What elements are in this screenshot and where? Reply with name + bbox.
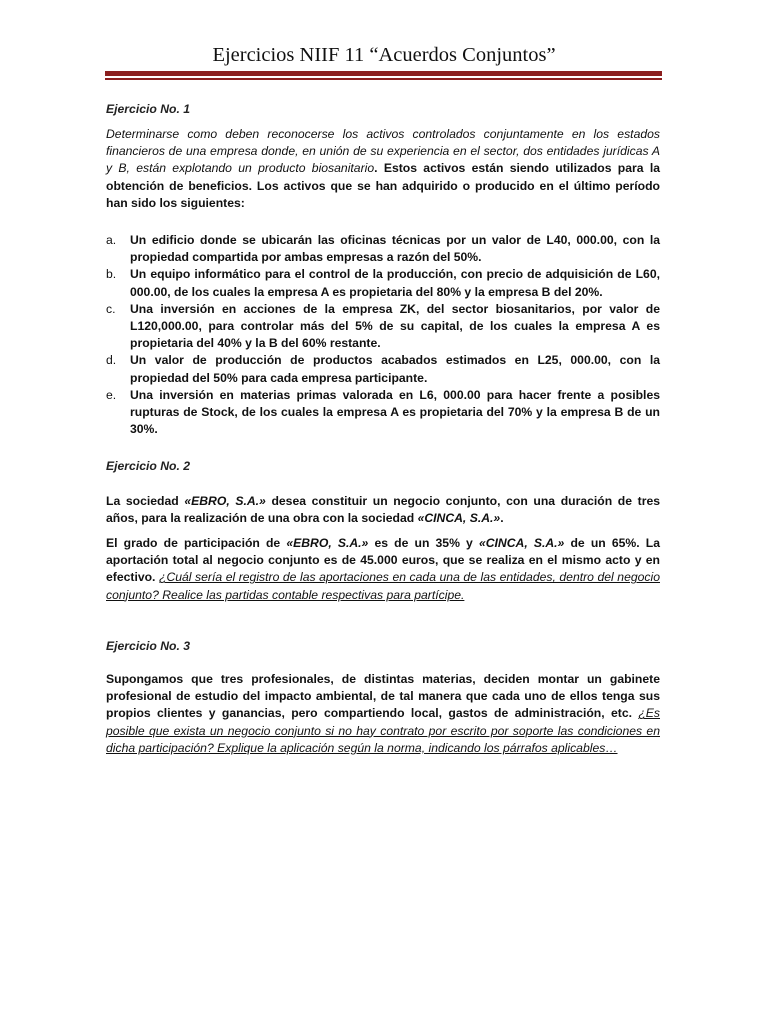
exercise-2-paragraph-1 xyxy=(106,493,660,527)
text-run: La sociedad xyxy=(106,494,185,508)
list-item-text: Un valor de producción de productos acabados estimados en L25, 000.00, con la propiedad del 50% para cada empresa participante. xyxy=(130,353,660,385)
list-item xyxy=(106,301,660,353)
company-name: «CINCA, S.A.» xyxy=(417,511,501,526)
list-item xyxy=(106,266,660,300)
list-item xyxy=(106,352,660,386)
text-run: El grado de participación de xyxy=(106,536,287,550)
exercise-1-asset-list xyxy=(106,232,660,438)
list-marker: d. xyxy=(106,353,117,368)
exercise-2-question: ¿Cuál sería el registro de las aportaciones en cada una de las entidades, dentro del negocio conjunto? Realice las partidas contable respectivas para partícipe. xyxy=(106,570,660,602)
exercise-1-intro-italic: Determinarse como deben reconocerse los activos controlados conjuntamente en los estados financieros de una empresa donde, en unión de su experiencia en el sector, dos entidades jurídicas A y B, están explotando un producto biosanitario xyxy=(106,127,660,176)
text-run: es de un 35% y xyxy=(368,536,479,550)
company-name: «EBRO, S.A.» xyxy=(286,536,369,550)
text-run: de un 65%. La aportación total al negocio conjunto es de 45.000 euros, que se realiza en el mismo acto y en efectivo. xyxy=(106,536,660,585)
list-marker: e. xyxy=(106,387,117,402)
list-marker: c. xyxy=(106,301,116,316)
list-marker: b. xyxy=(106,267,117,282)
exercise-2-heading: Ejercicio No. 2 xyxy=(106,459,190,473)
text-run: desea constituir un negocio conjunto, con una duración de tres años, para la realización de una obra con la sociedad xyxy=(106,494,661,526)
company-name: «CINCA, S.A.» xyxy=(478,536,565,550)
text-run: . xyxy=(500,511,504,526)
document-title: Ejercicios NIIF 11 “Acuerdos Conjuntos” xyxy=(212,44,556,66)
text-run: Supongamos que tres profesionales, de distintas materias, deciden montar un gabinete profesional de estudio del impacto ambiental, de tal manera que cada uno de ellos tenga sus propios clientes y ganancias, pero compartiendo local, gastos de administración, etc. xyxy=(106,672,660,721)
exercise-3-question: ¿Es posible que exista un negocio conjunto si no hay contrato por escrito por soporte las condiciones en dicha participación? Explique la aplicación según la norma, indicando los párrafos aplicables… xyxy=(106,706,660,755)
exercise-2-paragraph-2 xyxy=(106,535,660,604)
list-item-text: Una inversión en materias primas valorada en L6, 000.00 para hacer frente a posibles rupturas de Stock, de los cuales la empresa A es propietaria del 70% y la empresa B de un 30%. xyxy=(130,387,660,437)
title-rule-thick xyxy=(105,71,662,76)
list-marker: a. xyxy=(106,233,117,247)
exercise-1-intro-rest: . Estos activos están siendo utilizados para la obtención de beneficios. Los activos que se han adquirido o producido en el último período han sido los siguientes: xyxy=(106,161,660,210)
title-rule-thin xyxy=(105,78,662,80)
list-item-text: Un equipo informático para el control de la producción, con precio de adquisición de L60, 000.00, de los cuales la empresa A es propietaria del 80% y la empresa B del 20%. xyxy=(130,267,660,299)
list-item xyxy=(106,232,660,266)
exercise-3-paragraph xyxy=(106,671,660,757)
exercise-3-heading: Ejercicio No. 3 xyxy=(106,639,190,653)
exercise-1-heading: Ejercicio No. 1 xyxy=(106,102,190,116)
list-item-text: Una inversión en acciones de la empresa ZK, del sector biosanitarios, por valor de L120,000.00, para controlar más del 5% de su capital, de los cuales la empresa A es propietaria del 40% y la B del 60% restante. xyxy=(130,301,660,351)
list-item xyxy=(106,387,660,439)
exercise-1-intro xyxy=(106,126,660,212)
company-name: «EBRO, S.A.» xyxy=(184,494,266,508)
list-item-text: Un edificio donde se ubicarán las oficinas técnicas por un valor de L40, 000.00, con la propiedad compartida por ambas empresas a razón del 50%. xyxy=(130,233,660,265)
